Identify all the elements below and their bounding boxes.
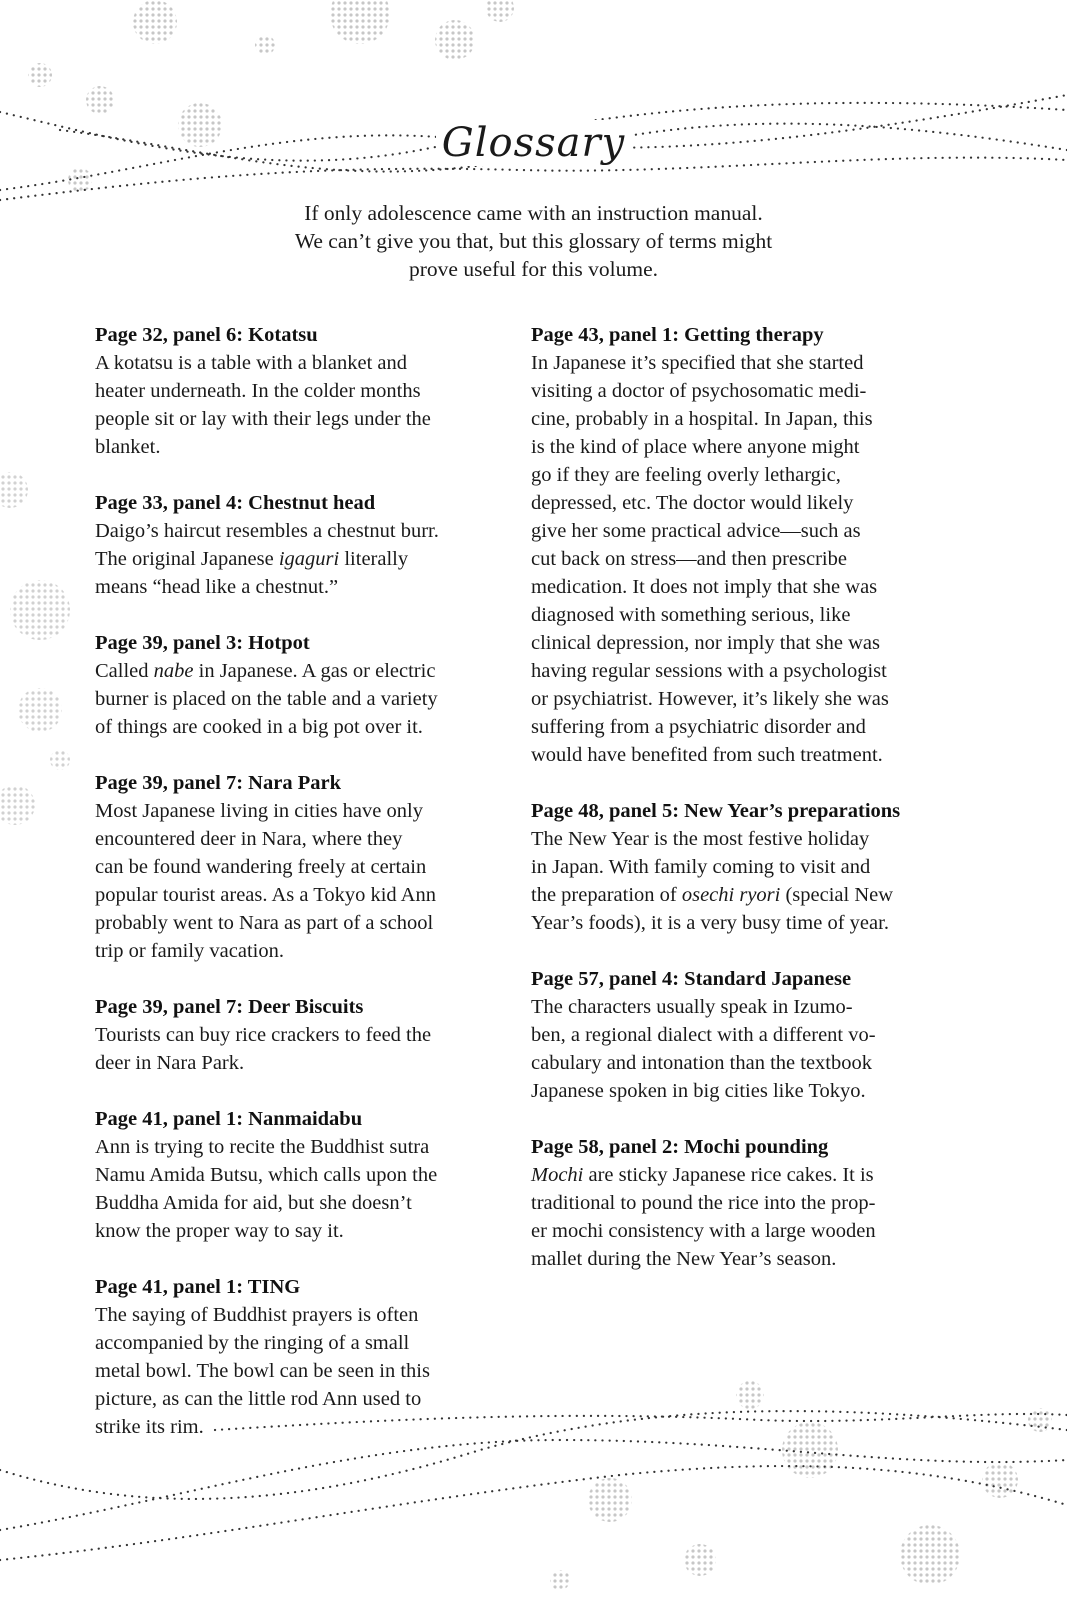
right-column [531,321,951,1301]
entry-text-line: picture, as can the little rod Ann used to [95,1388,422,1410]
entry-text-line: Namu Amida Butsu, which calls upon the [95,1164,438,1186]
entry-text-line: cut back on stress—and then prescribe [531,548,847,570]
entry-text-line: can be found wandering freely at certain [95,856,427,878]
entry-text-line: would have benefited from such treatment. [531,744,883,766]
entry-text-line: encountered deer in Nara, where they [95,828,403,850]
entry-text-line: means “head like a chestnut.” [95,576,339,598]
entry-text-line: Ann is trying to recite the Buddhist sutra [95,1136,430,1158]
entry-text-line: depressed, etc. The doctor would likely [531,492,854,514]
entry-text-line: er mochi consistency with a large wooden [531,1220,876,1242]
entry-text-line: of things are cooked in a big pot over it. [95,716,423,738]
entry-heading: Page 57, panel 4: Standard Japanese [531,968,852,990]
glossary-entry [531,1133,951,1273]
entry-text-line: accompanied by the ringing of a small [95,1332,410,1354]
glossary-entry [95,1273,515,1441]
page-title-text: Glossary [436,120,631,166]
page-title [0,120,1067,166]
entry-text-line: Daigo’s haircut resembles a chestnut burr. [95,520,439,542]
entry-text-line: deer in Nara Park. [95,1052,245,1074]
entry-text-line: having regular sessions with a psychologist [531,660,887,682]
entry-text-line: diagnosed with something serious, like [531,604,851,626]
glossary-entry [95,489,515,601]
entry-text-line: The original Japanese igaguri literally [95,548,409,570]
entry-text-line: burner is placed on the table and a variety [95,688,438,710]
entry-text-line: Year’s foods), it is a very busy time of year. [531,912,889,934]
entry-text-line: probably went to Nara as part of a school [95,912,434,934]
intro-line: If only adolescence came with an instruction manual. [304,201,763,225]
left-bubbles [0,472,70,825]
entry-text-line: go if they are feeling overly lethargic, [531,464,841,486]
entry-text-line: blanket. [95,436,161,458]
entry-text-line: cabulary and intonation than the textbook [531,1052,873,1074]
entry-text-line: popular tourist areas. As a Tokyo kid Ann [95,884,436,906]
glossary-entry [95,993,515,1077]
entry-text-line: the preparation of osechi ryori (special New [531,884,894,906]
entry-text-line: The saying of Buddhist prayers is often [95,1304,419,1326]
entry-text-line: cine, probably in a hospital. In Japan, this [531,408,873,430]
entry-text-line: A kotatsu is a table with a blanket and [95,352,407,374]
entry-heading: Page 32, panel 6: Kotatsu [95,324,318,346]
entry-text-line: Most Japanese living in cities have only [95,800,423,822]
entry-text-line: in Japan. With family coming to visit and [531,856,871,878]
left-column [95,321,515,1469]
entry-heading: Page 41, panel 1: TING [95,1276,301,1298]
entry-text-line: Japanese spoken in big cities like Tokyo. [531,1080,866,1102]
entry-text-line: The New Year is the most festive holiday [531,828,870,850]
intro-paragraph [160,199,907,283]
italic-term: nabe [153,660,194,682]
entry-text-line: medication. It does not imply that she was [531,576,878,598]
entry-text-line: know the proper way to say it. [95,1220,344,1242]
bottom-bubbles [550,1381,1052,1590]
entry-text-line: metal bowl. The bowl can be seen in this [95,1360,430,1382]
entry-text-line: Called nabe in Japanese. A gas or electric [95,660,436,682]
entry-heading: Page 41, panel 1: Nanmaidabu [95,1108,363,1130]
entry-heading: Page 39, panel 7: Nara Park [95,772,341,794]
entry-text-line: people sit or lay with their legs under the [95,408,431,430]
entry-text-line: Mochi are sticky Japanese rice cakes. It is [531,1164,874,1186]
intro-line: prove useful for this volume. [409,257,658,281]
glossary-entry [531,321,951,769]
glossary-entry [95,769,515,965]
entry-text-line: strike its rim. [95,1416,204,1438]
entry-text-line: The characters usually speak in Izumo- [531,996,853,1018]
entry-text-line: suffering from a psychiatric disorder and [531,716,866,738]
italic-term: igaguri [278,548,340,570]
entry-text-line: trip or family vacation. [95,940,284,962]
glossary-entry [95,321,515,461]
entry-heading: Page 39, panel 7: Deer Biscuits [95,996,364,1018]
entry-text-line: Buddha Amida for aid, but she doesn’t [95,1192,412,1214]
entry-heading: Page 33, panel 4: Chestnut head [95,492,376,514]
glossary-entry [95,1105,515,1245]
entry-heading: Page 43, panel 1: Getting therapy [531,324,824,346]
glossary-entry [531,797,951,937]
entry-text-line: give her some practical advice—such as [531,520,861,542]
entry-text-line: visiting a doctor of psychosomatic medi- [531,380,867,402]
entry-text-line: traditional to pound the rice into the prop- [531,1192,876,1214]
entry-text-line: mallet during the New Year’s season. [531,1248,837,1270]
entry-text-line: is the kind of place where anyone might [531,436,860,458]
italic-term: osechi ryori [681,884,781,906]
entry-heading: Page 48, panel 5: New Year’s preparations [531,800,901,822]
entry-heading: Page 58, panel 2: Mochi pounding [531,1136,829,1158]
entry-text-line: heater underneath. In the colder months [95,380,421,402]
entry-text-line: In Japanese it’s specified that she started [531,352,864,374]
entry-text-line: Tourists can buy rice crackers to feed the [95,1024,432,1046]
intro-line: We can’t give you that, but this glossary of terms might [294,229,773,253]
entry-text-line: clinical depression, nor imply that she was [531,632,880,654]
italic-term: Mochi [531,1164,584,1186]
entry-heading: Page 39, panel 3: Hotpot [95,632,310,654]
entry-text-line: ben, a regional dialect with a different vo- [531,1024,876,1046]
glossary-entry [531,965,951,1105]
glossary-entry [95,629,515,741]
entry-text-line: or psychiatrist. However, it’s likely she was [531,688,889,710]
